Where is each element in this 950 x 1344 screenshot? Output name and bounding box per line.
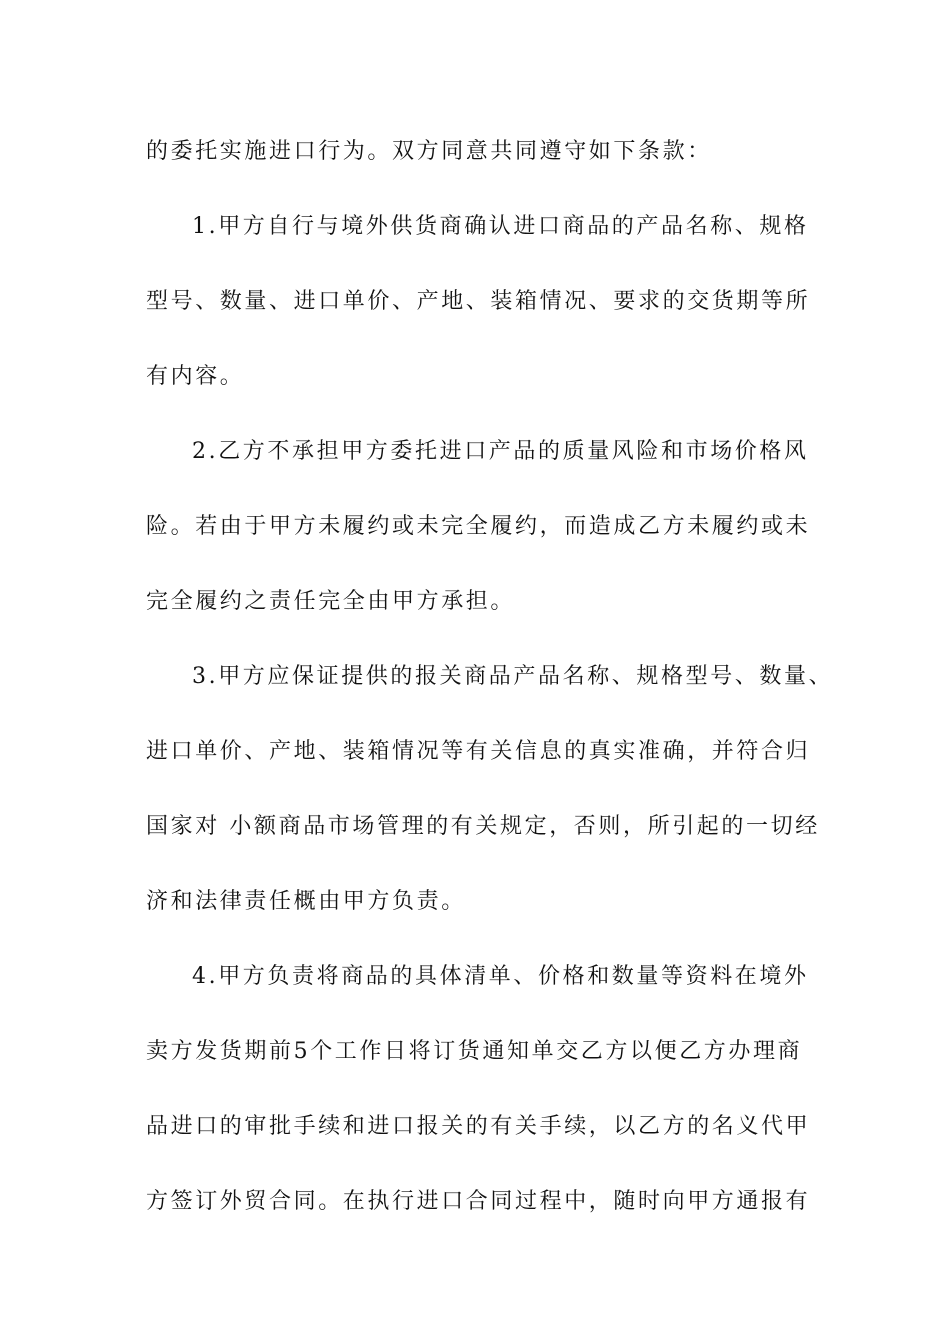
text-line: 险。若由于甲方未履约或未完全履约，而造成乙方未履约或未 (146, 514, 811, 539)
text-line: 有内容。 (146, 364, 245, 389)
clause-4-line: 4.甲方负责将商品的具体清单、价格和数量等资料在境外 (192, 964, 809, 989)
text-line: 方签订外贸合同。在执行进口合同过程中，随时向甲方通报有 (146, 1189, 811, 1214)
text-line: 进口单价、产地、装箱情况等有关信息的真实准确，并符合归 (146, 739, 811, 764)
clause-3-line: 3.甲方应保证提供的报关商品产品名称、规格型号、数量、 (192, 664, 834, 689)
text-line: 完全履约之责任完全由甲方承担。 (146, 589, 516, 614)
text-line: 国家对 小额商品市场管理的有关规定，否则，所引起的一切经 (146, 814, 820, 839)
clause-1-line: 1.甲方自行与境外供货商确认进口商品的产品名称、规格 (192, 214, 809, 239)
text-line: 品进口的审批手续和进口报关的有关手续，以乙方的名义代甲 (146, 1114, 811, 1139)
clause-2-line: 2.乙方不承担甲方委托进口产品的质量风险和市场价格风 (192, 439, 809, 464)
text-line: 的委托实施进口行为。双方同意共同遵守如下条款： (146, 139, 712, 164)
text-line: 型号、数量、进口单价、产地、装箱情况、要求的交货期等所 (146, 289, 811, 314)
text-line: 卖方发货期前5个工作日将订货通知单交乙方以便乙方办理商 (146, 1039, 803, 1064)
text-line: 济和法律责任概由甲方负责。 (146, 889, 466, 914)
